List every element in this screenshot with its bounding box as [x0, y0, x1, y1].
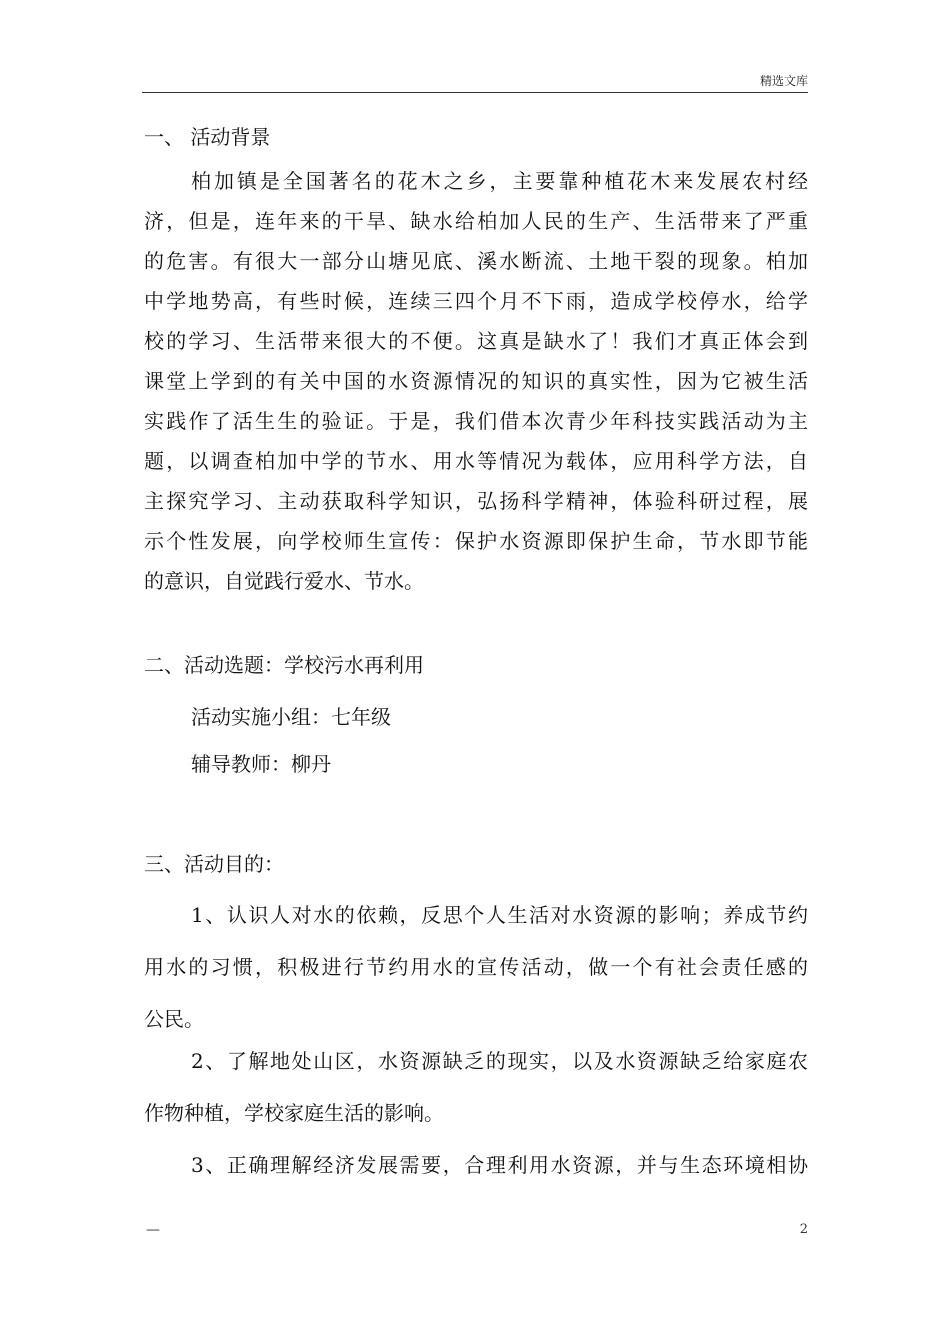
paragraph-line: 用水的习惯，积极进行节约用水的宣传活动，做一个有社会责任感的	[144, 955, 808, 979]
paragraph-line: 1、认识人对水的依赖，反思个人生活对水资源的影响；养成节约	[191, 903, 808, 927]
paragraph-line: 校的学习、生活带来很大的不便。这真是缺水了！我们才真正体会到	[144, 329, 808, 353]
section-3-heading: 三、活动目的：	[144, 852, 284, 876]
paragraph-line: 公民。	[144, 1007, 204, 1031]
paragraph-line: 的危害。有很大一部分山塘见底、溪水断流、土地干裂的现象。柏加	[144, 249, 808, 273]
objective-2	[144, 1046, 808, 1150]
objective-3	[144, 1150, 808, 1190]
paragraph-line: 示个性发展，向学校师生宣传：保护水资源即保护生命，节水即节能	[144, 529, 808, 553]
teacher-line: 辅导教师：柳丹	[191, 752, 331, 776]
paragraph-line: 2、了解地处山区，水资源缺乏的现实，以及水资源缺乏给家庭农	[191, 1049, 808, 1073]
paragraph-line: 实践作了活生生的验证。于是，我们借本次青少年科技实践活动为主	[144, 409, 808, 433]
paragraph-line: 的意识，自觉践行爱水、节水。	[144, 569, 424, 593]
paragraph-line: 课堂上学到的有关中国的水资源情况的知识的真实性，因为它被生活	[144, 369, 808, 393]
paragraph-line: 主探究学习、主动获取科学知识，弘扬科学精神，体验科研过程，展	[144, 489, 808, 513]
header-label: 精选文库	[759, 74, 808, 88]
footer-dash: —	[146, 1222, 160, 1238]
paragraph-line: 作物种植，学校家庭生活的影响。	[144, 1101, 444, 1125]
page-number: 2	[799, 1222, 808, 1237]
header-rule	[142, 92, 808, 93]
objective-1	[144, 900, 808, 1056]
paragraph-line: 中学地势高，有些时候，连续三四个月不下雨，造成学校停水，给学	[144, 289, 808, 313]
paragraph-line: 题，以调查柏加中学的节水、用水等情况为载体，应用科学方法，自	[144, 449, 808, 473]
paragraph-line: 柏加镇是全国著名的花木之乡，主要靠种植花木来发展农村经	[191, 169, 808, 193]
group-line: 活动实施小组：七年级	[191, 705, 391, 729]
section-1-paragraph	[144, 166, 808, 606]
paragraph-line: 3、正确理解经济发展需要，合理利用水资源，并与生态环境相协	[191, 1153, 808, 1177]
section-2-heading: 二、活动选题：学校污水再利用	[144, 653, 424, 677]
section-1-heading: 一、 活动背景	[144, 125, 271, 149]
paragraph-line: 济，但是，连年来的干旱、缺水给柏加人民的生产、生活带来了严重	[144, 209, 808, 233]
